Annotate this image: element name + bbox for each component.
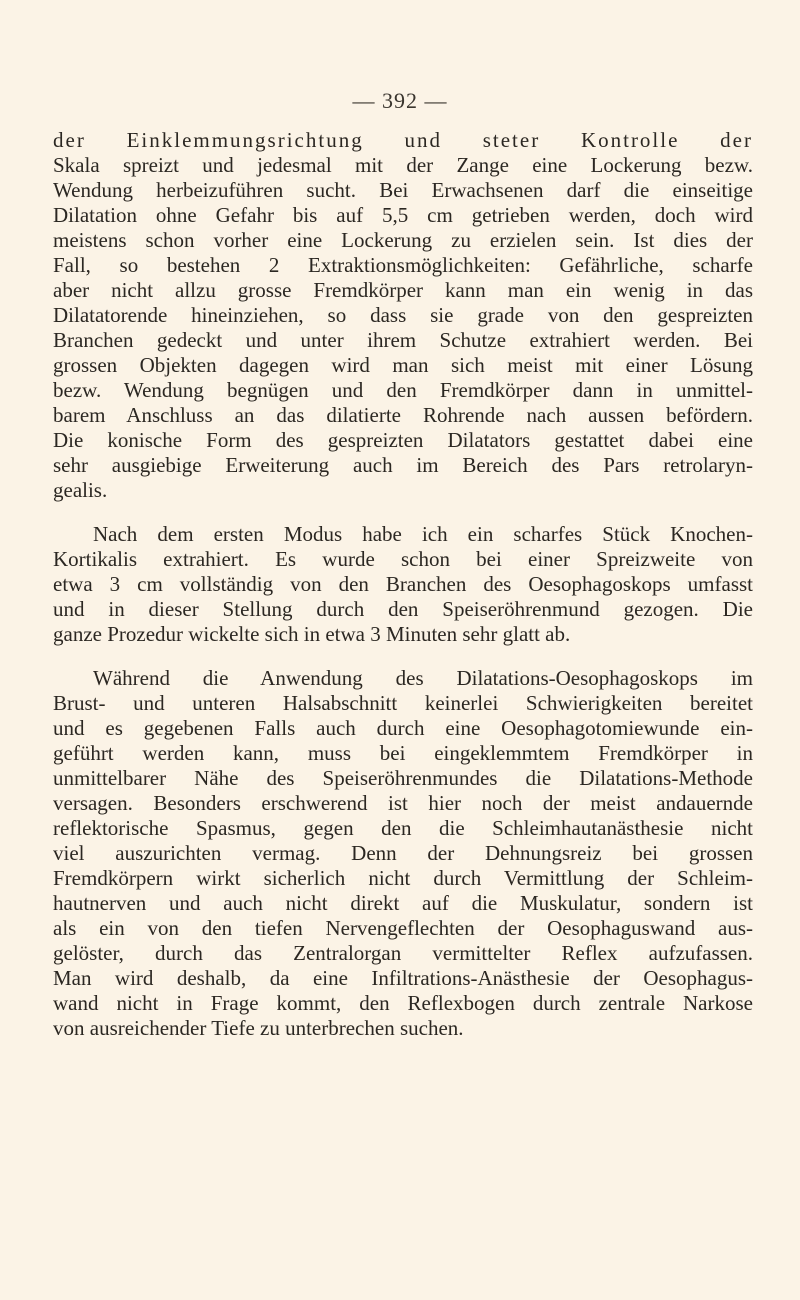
text-line: Skala spreizt und jedesmal mit der Zange eine Lockerung bezw.: [53, 153, 753, 177]
paragraph-1: [53, 128, 753, 503]
text-line: Während die Anwendung des Dilatations-Oesophagoskops im: [93, 666, 753, 690]
text-line: sehr ausgiebige Erweiterung auch im Bereich des Pars retrolaryn-: [53, 453, 753, 477]
paragraph-3: [53, 666, 753, 1041]
text-line: gealis.: [53, 478, 108, 502]
text-line: aber nicht allzu grosse Fremdkörper kann man ein wenig in das: [53, 278, 753, 302]
body-text: [53, 128, 753, 1041]
text-line: Wendung herbeizuführen sucht. Bei Erwachsenen darf die einseitige: [53, 178, 753, 202]
text-line: Branchen gedeckt und unter ihrem Schutze extrahiert werden. Bei: [53, 328, 753, 352]
text-line: viel auszurichten vermag. Denn der Dehnungsreiz bei grossen: [53, 841, 753, 865]
text-line: und in dieser Stellung durch den Speiseröhrenmund gezogen. Die: [53, 597, 753, 621]
text-line: reflektorische Spasmus, gegen den die Schleimhautanästhesie nicht: [53, 816, 753, 840]
text-line: hautnerven und auch nicht direkt auf die Muskulatur, sondern ist: [53, 891, 753, 915]
paragraph-2: [53, 522, 753, 647]
text-line: barem Anschluss an das dilatierte Rohrende nach aussen befördern.: [53, 403, 753, 427]
text-line: und es gegebenen Falls auch durch eine Oesophagotomiewunde ein-: [53, 716, 753, 740]
text-line: Dilatatorende hineinziehen, so dass sie grade von den gespreizten: [53, 303, 753, 327]
text-line: von ausreichender Tiefe zu unterbrechen suchen.: [53, 1016, 464, 1040]
text-line: Brust- und unteren Halsabschnitt keinerlei Schwierigkeiten bereitet: [53, 691, 753, 715]
text-line: als ein von den tiefen Nervengeflechten der Oesophaguswand aus-: [53, 916, 753, 940]
paragraph-gap: [53, 647, 753, 666]
text-line: meistens schon vorher eine Lockerung zu erzielen sein. Ist dies der: [53, 228, 753, 252]
page-number: — 392 —: [352, 88, 448, 113]
text-line: Fremdkörpern wirkt sicherlich nicht durch Vermittlung der Schleim-: [53, 866, 753, 890]
text-line: Dilatation ohne Gefahr bis auf 5,5 cm getrieben werden, doch wird: [53, 203, 753, 227]
text-line: Fall, so bestehen 2 Extraktionsmöglichkeiten: Gefährliche, scharfe: [53, 253, 753, 277]
text-line: Kortikalis extrahiert. Es wurde schon bei einer Spreizweite von: [53, 547, 753, 571]
text-line: der Einklemmungsrichtung und steter Kontrolle der: [53, 128, 753, 152]
text-line: Die konische Form des gespreizten Dilatators gestattet dabei eine: [53, 428, 753, 452]
text-line: grossen Objekten dagegen wird man sich meist mit einer Lösung: [53, 353, 753, 377]
text-line: unmittelbarer Nähe des Speiseröhrenmundes die Dilatations-Methode: [53, 766, 753, 790]
paragraph-gap: [53, 503, 753, 522]
text-line: bezw. Wendung begnügen und den Fremdkörper dann in unmittel-: [53, 378, 753, 402]
text-line: gelöster, durch das Zentralorgan vermittelter Reflex aufzufassen.: [53, 941, 753, 965]
text-line: etwa 3 cm vollständig von den Branchen des Oesophagoskops umfasst: [53, 572, 753, 596]
text-line: geführt werden kann, muss bei eingeklemmtem Fremdkörper in: [53, 741, 753, 765]
text-line: versagen. Besonders erschwerend ist hier noch der meist andauernde: [53, 791, 753, 815]
text-line: ganze Prozedur wickelte sich in etwa 3 Minuten sehr glatt ab.: [53, 622, 571, 646]
text-line: Nach dem ersten Modus habe ich ein scharfes Stück Knochen-: [93, 522, 753, 546]
text-line: wand nicht in Frage kommt, den Reflexbogen durch zentrale Narkose: [53, 991, 753, 1015]
text-line: Man wird deshalb, da eine Infiltrations-Anästhesie der Oesophagus-: [53, 966, 753, 990]
